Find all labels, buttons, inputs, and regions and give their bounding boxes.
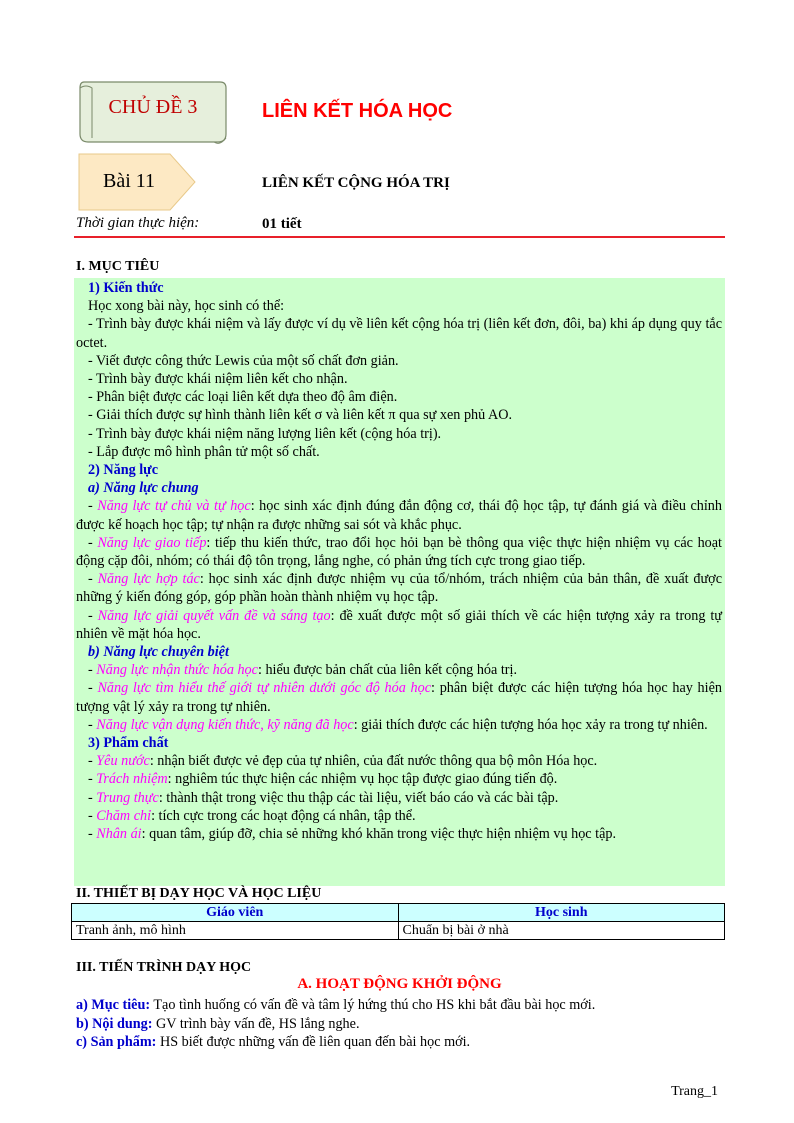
quality-term: Yêu nước	[96, 753, 150, 770]
activity-label: a) Mục tiêu:	[76, 997, 151, 1013]
section-3-title: III. TIẾN TRÌNH DẠY HỌC	[76, 960, 252, 975]
knowledge-heading: 1) Kiến thức	[88, 280, 164, 296]
competence-text: : tiếp thu kiến thức, trao đổi học hỏi bạn bè thông qua việc thực hiện nhiệm vụ các hoạt động cặp đôi, nhóm; có thái độ tôn trọng, lắng nghe, có phản ứng tích cực trong giao tiếp.	[76, 534, 722, 570]
quality-item: - Trách nhiệm: nghiêm túc thực hiện các nhiệm vụ học tập được giao đúng tiến độ.	[88, 771, 558, 788]
quality-text: : nhận biết được vẻ đẹp của tự nhiên, của đất nước thông qua bộ môn Hóa học.	[149, 753, 598, 770]
qualities-heading: 3) Phẩm chất	[88, 735, 169, 752]
quality-item: - Trung thực: thành thật trong việc thu thập các tài liệu, viết báo cáo và các bài tập.	[88, 789, 559, 806]
competence-text: : đề xuất được một số giải thích về các hiện tượng xảy ra trong tự nhiên về mặt hóa học.	[76, 607, 722, 642]
student-cell: Chuẩn bị bài ở nhà	[398, 922, 725, 940]
competence-term: Năng lực tìm hiểu thế giới tự nhiên dưới góc độ hóa học	[97, 680, 432, 697]
topic-title: LIÊN KẾT HÓA HỌC	[262, 100, 453, 122]
specific-competence-heading: b) Năng lực chuyên biệt	[88, 644, 229, 661]
activity-title: A. HOẠT ĐỘNG KHỞI ĐỘNG	[297, 976, 502, 992]
objectives-content	[76, 279, 722, 843]
competence-text: : học sinh xác định đúng đắn động cơ, thái độ học tập, tự đánh giá và điều chỉnh được kế hoạch học tập; tự nhận ra được những sai sót và khắc phục.	[76, 498, 722, 533]
competence-term: Năng lực tự chủ và tự học	[97, 498, 251, 515]
knowledge-item: - Trình bày được khái niệm và lấy được ví dụ về liên kết cộng hóa trị (liên kết đơn, đôi, ba) khi áp dụng quy tắc octet.	[76, 316, 722, 351]
activity-text: Tạo tình huống có vấn đề và tâm lý hứng thú cho HS khi bắt đầu bài học mới.	[150, 997, 596, 1013]
specific-competence-item: - Năng lực tìm hiểu thế giới tự nhiên dưới góc độ hóa học: phân biệt được các hiện tượng hóa học hay hiện tượng vật lý xảy ra trong tự nhiên.	[76, 680, 722, 715]
activity-item	[76, 996, 595, 1015]
specific-competence-item: - Năng lực nhận thức hóa học: hiểu được bản chất của liên kết cộng hóa trị.	[88, 662, 517, 679]
general-competence-item: - Năng lực giải quyết vấn đề và sáng tạo: đề xuất được một số giải thích về các hiện tượng xảy ra trong tự nhiên về mặt hóa học.	[76, 607, 722, 642]
topic-label: CHỦ ĐỀ 3	[108, 96, 198, 118]
table-header-row	[72, 904, 725, 922]
quality-term: Chăm chỉ	[96, 807, 152, 824]
activity-text: HS biết được những vấn đề liên quan đến bài học mới.	[156, 1034, 471, 1050]
quality-item: - Yêu nước: nhận biết được vẻ đẹp của tự nhiên, của đất nước thông qua bộ môn Hóa học.	[88, 753, 598, 770]
competence-term: Năng lực giao tiếp	[97, 534, 207, 551]
activity-item	[76, 1015, 595, 1034]
specific-competence-item: - Năng lực vận dụng kiến thức, kỹ năng đã học: giải thích được các hiện tượng hóa học xảy ra trong tự nhiên.	[88, 716, 708, 733]
header-divider	[74, 236, 725, 238]
quality-term: Nhân ái	[96, 826, 142, 843]
general-competence-item: - Năng lực tự chủ và tự học: học sinh xác định đúng đắn động cơ, thái độ học tập, tự đánh giá và điều chỉnh được kế hoạch học tập; tự nhận ra được những sai sót và khắc phục.	[76, 498, 722, 533]
quality-item: - Nhân ái: quan tâm, giúp đỡ, chia sẻ những khó khăn trong việc thực hiện nhiệm vụ học tập.	[88, 826, 617, 843]
competence-term: Năng lực nhận thức hóa học	[96, 662, 258, 679]
knowledge-item: - Viết được công thức Lewis của một số chất đơn giản.	[88, 352, 399, 369]
quality-text: : quan tâm, giúp đỡ, chia sẻ những khó khăn trong việc thực hiện nhiệm vụ học tập.	[141, 826, 617, 843]
competence-text: : giải thích được các hiện tượng hóa học xảy ra trong tự nhiên.	[353, 716, 708, 733]
knowledge-item: - Giải thích được sự hình thành liên kết σ và liên kết π qua sự xen phủ AO.	[88, 407, 513, 424]
knowledge-item: - Lắp được mô hình phân tử một số chất.	[88, 443, 320, 460]
knowledge-intro: Học xong bài này, học sinh có thể:	[88, 298, 285, 315]
section-2-title: II. THIẾT BỊ DẠY HỌC VÀ HỌC LIỆU	[76, 886, 322, 901]
activity-label: b) Nội dung:	[76, 1015, 153, 1032]
quality-text: : nghiêm túc thực hiện các nhiệm vụ học tập được giao đúng tiến độ.	[167, 771, 558, 788]
lesson-title: LIÊN KẾT CỘNG HÓA TRỊ	[262, 175, 450, 191]
quality-item: - Chăm chỉ: tích cực trong các hoạt động cá nhân, tập thể.	[88, 807, 416, 824]
duration-value: 01 tiết	[262, 216, 302, 232]
knowledge-item: - Phân biệt được các loại liên kết dựa theo độ âm điện.	[88, 389, 398, 406]
competence-text: : hiểu được bản chất của liên kết cộng hóa trị.	[257, 662, 517, 679]
general-competence-item: - Năng lực hợp tác: học sinh xác định được nhiệm vụ của tổ/nhóm, trách nhiệm của bản thân, đề xuất được những ý kiến đóng góp, góp phần hoàn thành nhiệm vụ học tập.	[76, 571, 722, 606]
activity-label: c) Sản phẩm:	[76, 1034, 157, 1050]
quality-text: : tích cực trong các hoạt động cá nhân, tập thể.	[151, 807, 416, 824]
competence-term: Năng lực giải quyết vấn đề và sáng tạo	[97, 607, 331, 624]
lesson-label: Bài 11	[102, 170, 156, 192]
competence-term: Năng lực vận dụng kiến thức, kỹ năng đã học	[96, 716, 354, 733]
competence-heading: 2) Năng lực	[88, 462, 158, 479]
general-competence-item: - Năng lực giao tiếp: tiếp thu kiến thức, trao đổi học hỏi bạn bè thông qua việc thực hiện nhiệm vụ các hoạt động cặp đôi, nhóm; có thái độ tôn trọng, lắng nghe, có phản ứng tích cực trong giao tiếp.	[76, 534, 722, 570]
page-number: Trang_1	[671, 1084, 718, 1099]
activity-item	[76, 1033, 595, 1052]
table-row	[72, 922, 725, 940]
quality-term: Trách nhiệm	[96, 771, 168, 788]
equipment-table	[71, 903, 725, 940]
quality-text: : thành thật trong việc thu thập các tài liệu, viết báo cáo và các bài tập.	[158, 789, 559, 806]
activity-details	[76, 996, 595, 1052]
competence-text: : học sinh xác định được nhiệm vụ của tổ/nhóm, trách nhiệm của bản thân, đề xuất được những ý kiến đóng góp, góp phần hoàn thành nhiệm vụ học tập.	[76, 571, 722, 606]
student-column-header: Học sinh	[398, 904, 725, 922]
competence-term: Năng lực hợp tác	[97, 571, 200, 588]
competence-text: : phân biệt được các hiện tượng hóa học hay hiện tượng vật lý xảy ra trong tự nhiên.	[76, 680, 722, 715]
knowledge-item: - Trình bày được khái niệm năng lượng liên kết (cộng hóa trị).	[88, 425, 442, 442]
duration-label: Thời gian thực hiện:	[76, 215, 200, 231]
general-competence-heading: a) Năng lực chung	[88, 480, 199, 497]
quality-term: Trung thực	[96, 789, 159, 806]
section-1-title: I. MỤC TIÊU	[76, 259, 160, 274]
teacher-column-header: Giáo viên	[72, 904, 399, 922]
teacher-cell: Tranh ảnh, mô hình	[72, 922, 399, 940]
knowledge-item: - Trình bày được khái niệm liên kết cho nhận.	[88, 371, 348, 388]
activity-text: GV trình bày vấn đề, HS lắng nghe.	[152, 1015, 360, 1032]
